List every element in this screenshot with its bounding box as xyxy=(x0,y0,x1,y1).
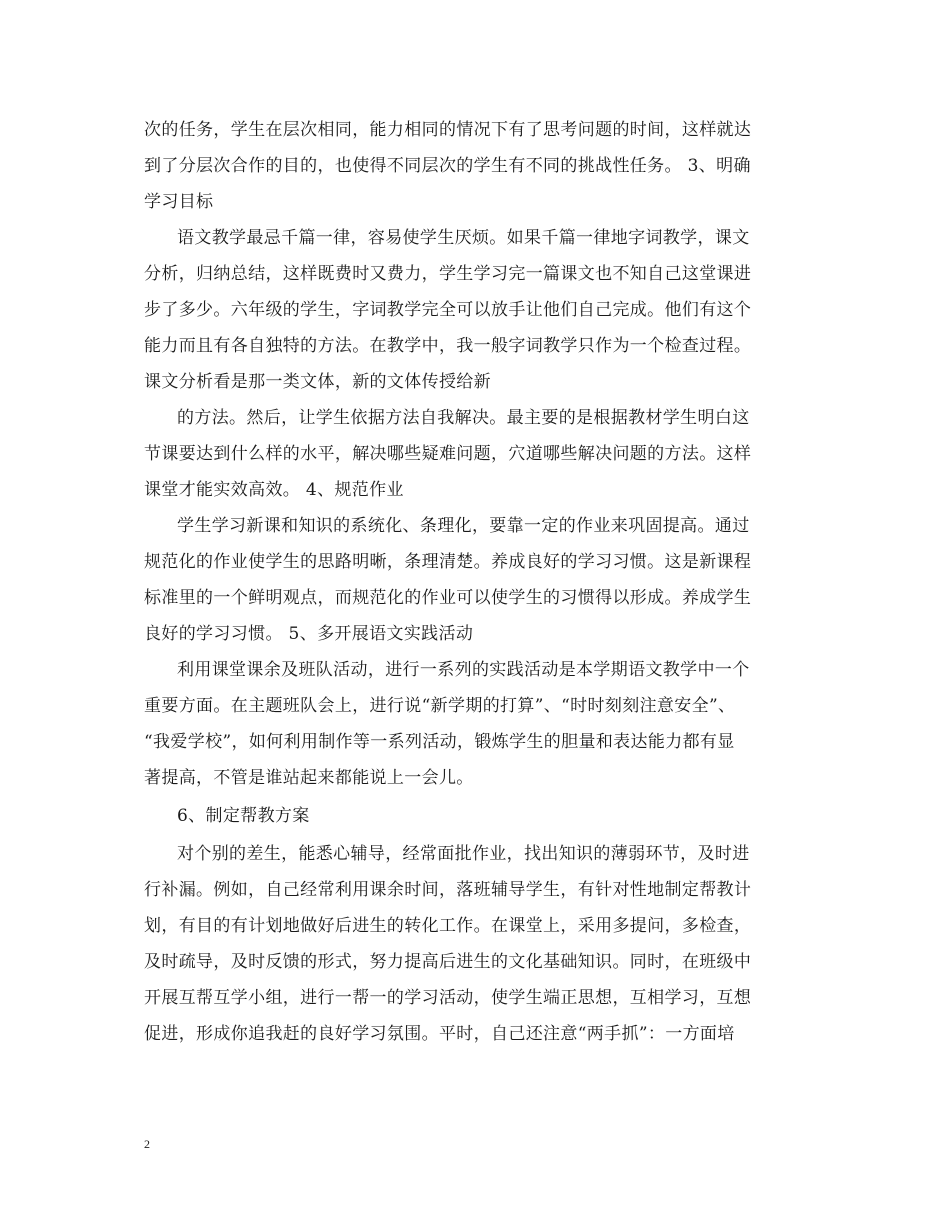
text-line: 学生学习新课和知识的系统化、条理化，要靠一定的作业来巩固提高。通过 xyxy=(177,516,750,536)
text-line: 利用课堂课余及班队活动，进行一系列的实践活动是本学期语文教学中一个 xyxy=(177,660,750,680)
text-line: 行补漏。例如，自己经常利用课余时间，落班辅导学生，有针对性地制定帮教计 xyxy=(144,880,752,900)
text-line: 课文分析看是那一类文体，新的文体传授给新 xyxy=(144,372,491,392)
text-line: 的方法。然后，让学生依据方法自我解决。最主要的是根据教材学生明白这 xyxy=(177,408,750,428)
text-line: 标准里的一个鲜明观点，而规范化的作业可以使学生的习惯得以形成。养成学生 xyxy=(144,588,752,608)
section-heading: 6、制定帮教方案 xyxy=(177,806,310,826)
text-line: 及时疏导，及时反馈的形式，努力提高后进生的文化基础知识。同时，在班级中 xyxy=(144,952,752,972)
text-line: 课堂才能实效高效。 4、规范作业 xyxy=(144,480,404,500)
page-number: 2 xyxy=(144,1137,150,1151)
text-line: 规范化的作业使学生的思路明晰，条理清楚。养成良好的学习习惯。这是新课程 xyxy=(144,552,752,572)
text-line: 重要方面。在主题班队会上，进行说“新学期的打算”、“时时刻刻注意安全”、 xyxy=(144,696,736,716)
text-line: 开展互帮互学小组，进行一帮一的学习活动，使学生端正思想，互相学习，互想 xyxy=(144,988,752,1008)
text-line: 分析，归纳总结，这样既费时又费力，学生学习完一篇课文也不知自己这堂课进 xyxy=(144,264,752,284)
text-line: 节课要达到什么样的水平，解决哪些疑难问题，穴道哪些解决问题的方法。这样 xyxy=(144,444,752,464)
text-line: 次的任务，学生在层次相同，能力相同的情况下有了思考问题的时间，这样就达 xyxy=(144,120,752,140)
text-line: “我爱学校”，如何利用制作等一系列活动，锻炼学生的胆量和表达能力都有显 xyxy=(144,732,735,752)
text-line: 促进，形成你追我赶的良好学习氛围。平时，自己还注意“两手抓”：一方面培 xyxy=(144,1024,735,1044)
text-line: 步了多少。六年级的学生，字词教学完全可以放手让他们自己完成。他们有这个 xyxy=(144,300,752,320)
text-line: 学习目标 xyxy=(144,192,214,212)
text-line: 良好的学习习惯。 5、多开展语文实践活动 xyxy=(144,624,474,644)
text-line: 对个别的差生，能悉心辅导，经常面批作业，找出知识的薄弱环节，及时进 xyxy=(177,844,750,864)
text-line: 著提高，不管是谁站起来都能说上一会儿。 xyxy=(144,768,474,788)
text-line: 划，有目的有计划地做好后进生的转化工作。在课堂上，采用多提问，多检查， xyxy=(144,916,752,936)
text-line: 能力而且有各自独特的方法。在教学中，我一般字词教学只作为一个检查过程。 xyxy=(144,336,752,356)
text-line: 语文教学最忌千篇一律，容易使学生厌烦。如果千篇一律地字词教学，课文 xyxy=(177,228,750,248)
text-line: 到了分层次合作的目的，也使得不同层次的学生有不同的挑战性任务。 3、明确 xyxy=(144,156,751,176)
